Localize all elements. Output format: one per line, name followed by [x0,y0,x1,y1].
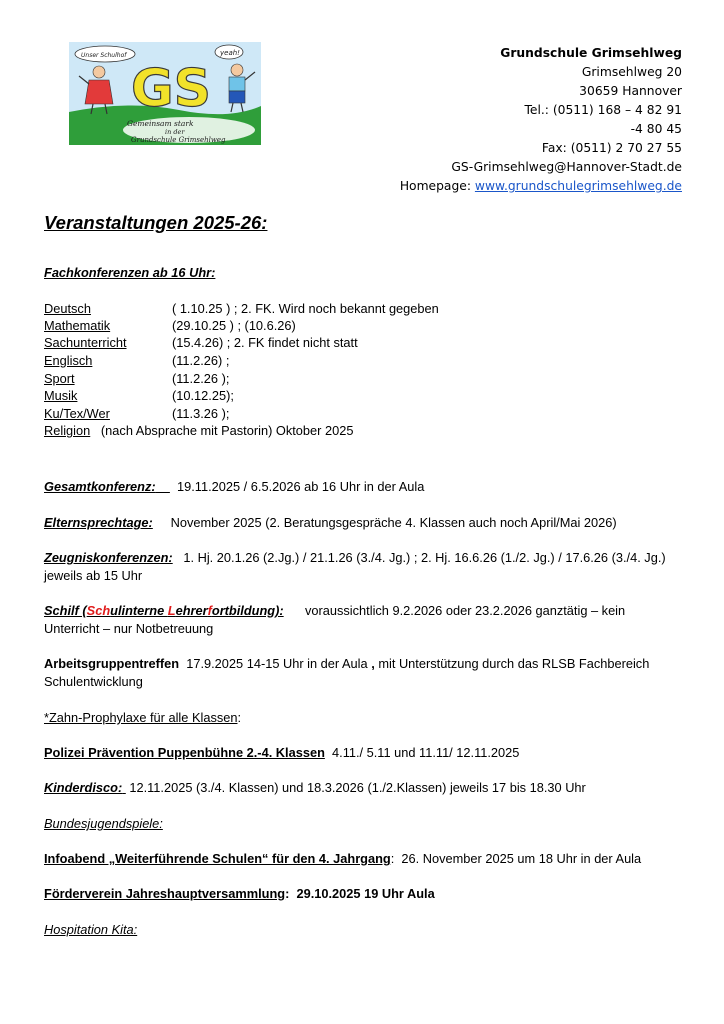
fk-value: (11.2.26) ; [172,353,230,368]
fk-value: (10.12.25); [172,388,234,403]
event-infoabend: Infoabend „Weiterführende Schulen“ für den 4. Jahrgang: 26. November 2025 um 18 Uhr in der Aula [44,851,642,866]
fk-subject: Ku/Tex/Wer [44,406,110,421]
fk-subject: Mathematik [44,318,111,333]
homepage-label: Homepage: [399,179,475,193]
fk-value: ( 1.10.25 ) ; 2. FK. Wird noch bekannt gegeben [172,301,439,316]
fk-subject: Musik [44,388,78,403]
fk-row-religion [44,422,353,440]
logo-motto-3: Grundschule Grimsehlweg [131,136,226,144]
logo-letters: GS [131,59,212,119]
fk-subject: Englisch [44,353,93,368]
event-hospitation-kita [44,921,137,939]
event-label: *Zahn-Prophylaxe für alle Klassen [44,710,238,725]
street: Grimsehlweg 20 [581,65,682,79]
phone: Tel.: (0511) 168 – 4 82 91 [524,103,682,117]
homepage [322,177,682,196]
logo-motto-2: in der [165,128,185,136]
event-text: November 2025 (2. Beratungsgespräche 4. Klassen auch noch April/Mai 2026) [170,515,617,530]
fk-subject: Sport [44,371,75,386]
event-label: Förderverein Jahreshauptversammlung [44,886,286,901]
event-text-2: mit Unterstützung durch das RLSB Fachbereich Schulentwicklung [44,656,650,689]
fk-value: (nach Absprache mit Pastorin) Oktober 2025 [100,423,354,438]
fk-subject: Deutsch [44,301,91,316]
event-arbeitsgruppentreffen: Arbeitsgruppentreffen 17.9.2025 14-15 Uhr in der Aula , mit Unterstützung durch das RLSB Fachbereich Schulentwicklung [44,656,650,689]
event-label: Infoabend „Weiterführende Schulen“ für den 4. Jahrgang [44,851,391,866]
event-label: Kinderdisco: [44,780,123,795]
document-title: Veranstaltungen 2025-26: [44,212,268,233]
event-text: 19.11.2025 / 6.5.2026 ab 16 Uhr in der Aula [177,479,425,494]
school-address [322,44,682,196]
event-label: Hospitation Kita: [44,922,138,937]
logo-motto-1: Gemeinsam stark [127,119,194,128]
event-zahnprophylaxe: *Zahn-Prophylaxe für alle Klassen: [44,710,242,725]
city: 30659 Hannover [579,84,682,98]
event-kinderdisco [44,779,586,797]
fk-value: (15.4.26) ; 2. FK findet nicht statt [172,335,358,350]
fk-subject: Religion [44,423,91,438]
phone-extension: -4 80 45 [630,122,682,136]
event-text: 29.10.2025 19 Uhr Aula [296,886,435,901]
event-label: Schilf (Schulinterne Lehrerfortbildung): [44,603,284,618]
event-text: 4.11./ 5.11 und 11.11/ 12.11.2025 [332,745,520,760]
fax: Fax: (0511) 2 70 27 55 [541,141,682,155]
school-logo [69,42,261,145]
event-label: Bundesjugendspiele: [44,816,163,831]
event-schilf [44,602,684,638]
logo-speech-right: yeah! [220,49,240,57]
fk-value: (11.2.26 ); [172,371,230,386]
event-label: Zeugniskonferenzen: [44,550,173,565]
event-text: 26. November 2025 um 18 Uhr in der Aula [401,851,642,866]
event-polizei [44,744,519,762]
event-bundesjugendspiele [44,815,163,833]
event-text: voraussichtlich 9.2.2026 oder 23.2.2026 ganztätig – kein Unterricht – nur Notbetreuung [44,603,626,636]
fk-value: (11.3.26 ); [172,406,230,421]
logo-speech-left: Unser Schulhof [81,52,127,59]
event-text: 12.11.2025 (3./4. Klassen) und 18.3.2026 (1./2.Klassen) jeweils 17 bis 18.30 Uhr [129,780,586,795]
event-text: 17.9.2025 14-15 Uhr in der Aula [186,656,368,671]
event-foerderverein: Förderverein Jahreshauptversammlung: 29.10.2025 19 Uhr Aula [44,886,435,901]
event-label: Arbeitsgruppentreffen [44,656,180,671]
fk-subject: Sachunterricht [44,335,127,350]
homepage-link[interactable]: www.grundschulegrimsehlweg.de [474,179,682,193]
event-text: 1. Hj. 20.1.26 (2.Jg.) / 21.1.26 (3./4. Jg.) ; 2. Hj. 16.6.26 (1./2. Jg.) / 17.6.26 (3./4. Jg.) jeweils ab 15 Uhr [44,550,666,583]
school-name: Grundschule Grimsehlweg [500,46,682,60]
fk-value: (29.10.25 ) ; (10.6.26) [172,318,296,333]
fachkonferenzen-heading: Fachkonferenzen ab 16 Uhr: [44,265,216,280]
event-label: Polizei Prävention Puppenbühne 2.-4. Klassen [44,745,325,760]
event-gesamtkonferenz [44,478,424,496]
event-label: Elternsprechtage: [44,515,153,530]
event-elternsprechtage [44,514,617,532]
event-zeugniskonferenzen [44,549,684,585]
email: GS-Grimsehlweg@Hannover-Stadt.de [451,160,682,174]
event-label: Gesamtkonferenz: [44,479,156,494]
